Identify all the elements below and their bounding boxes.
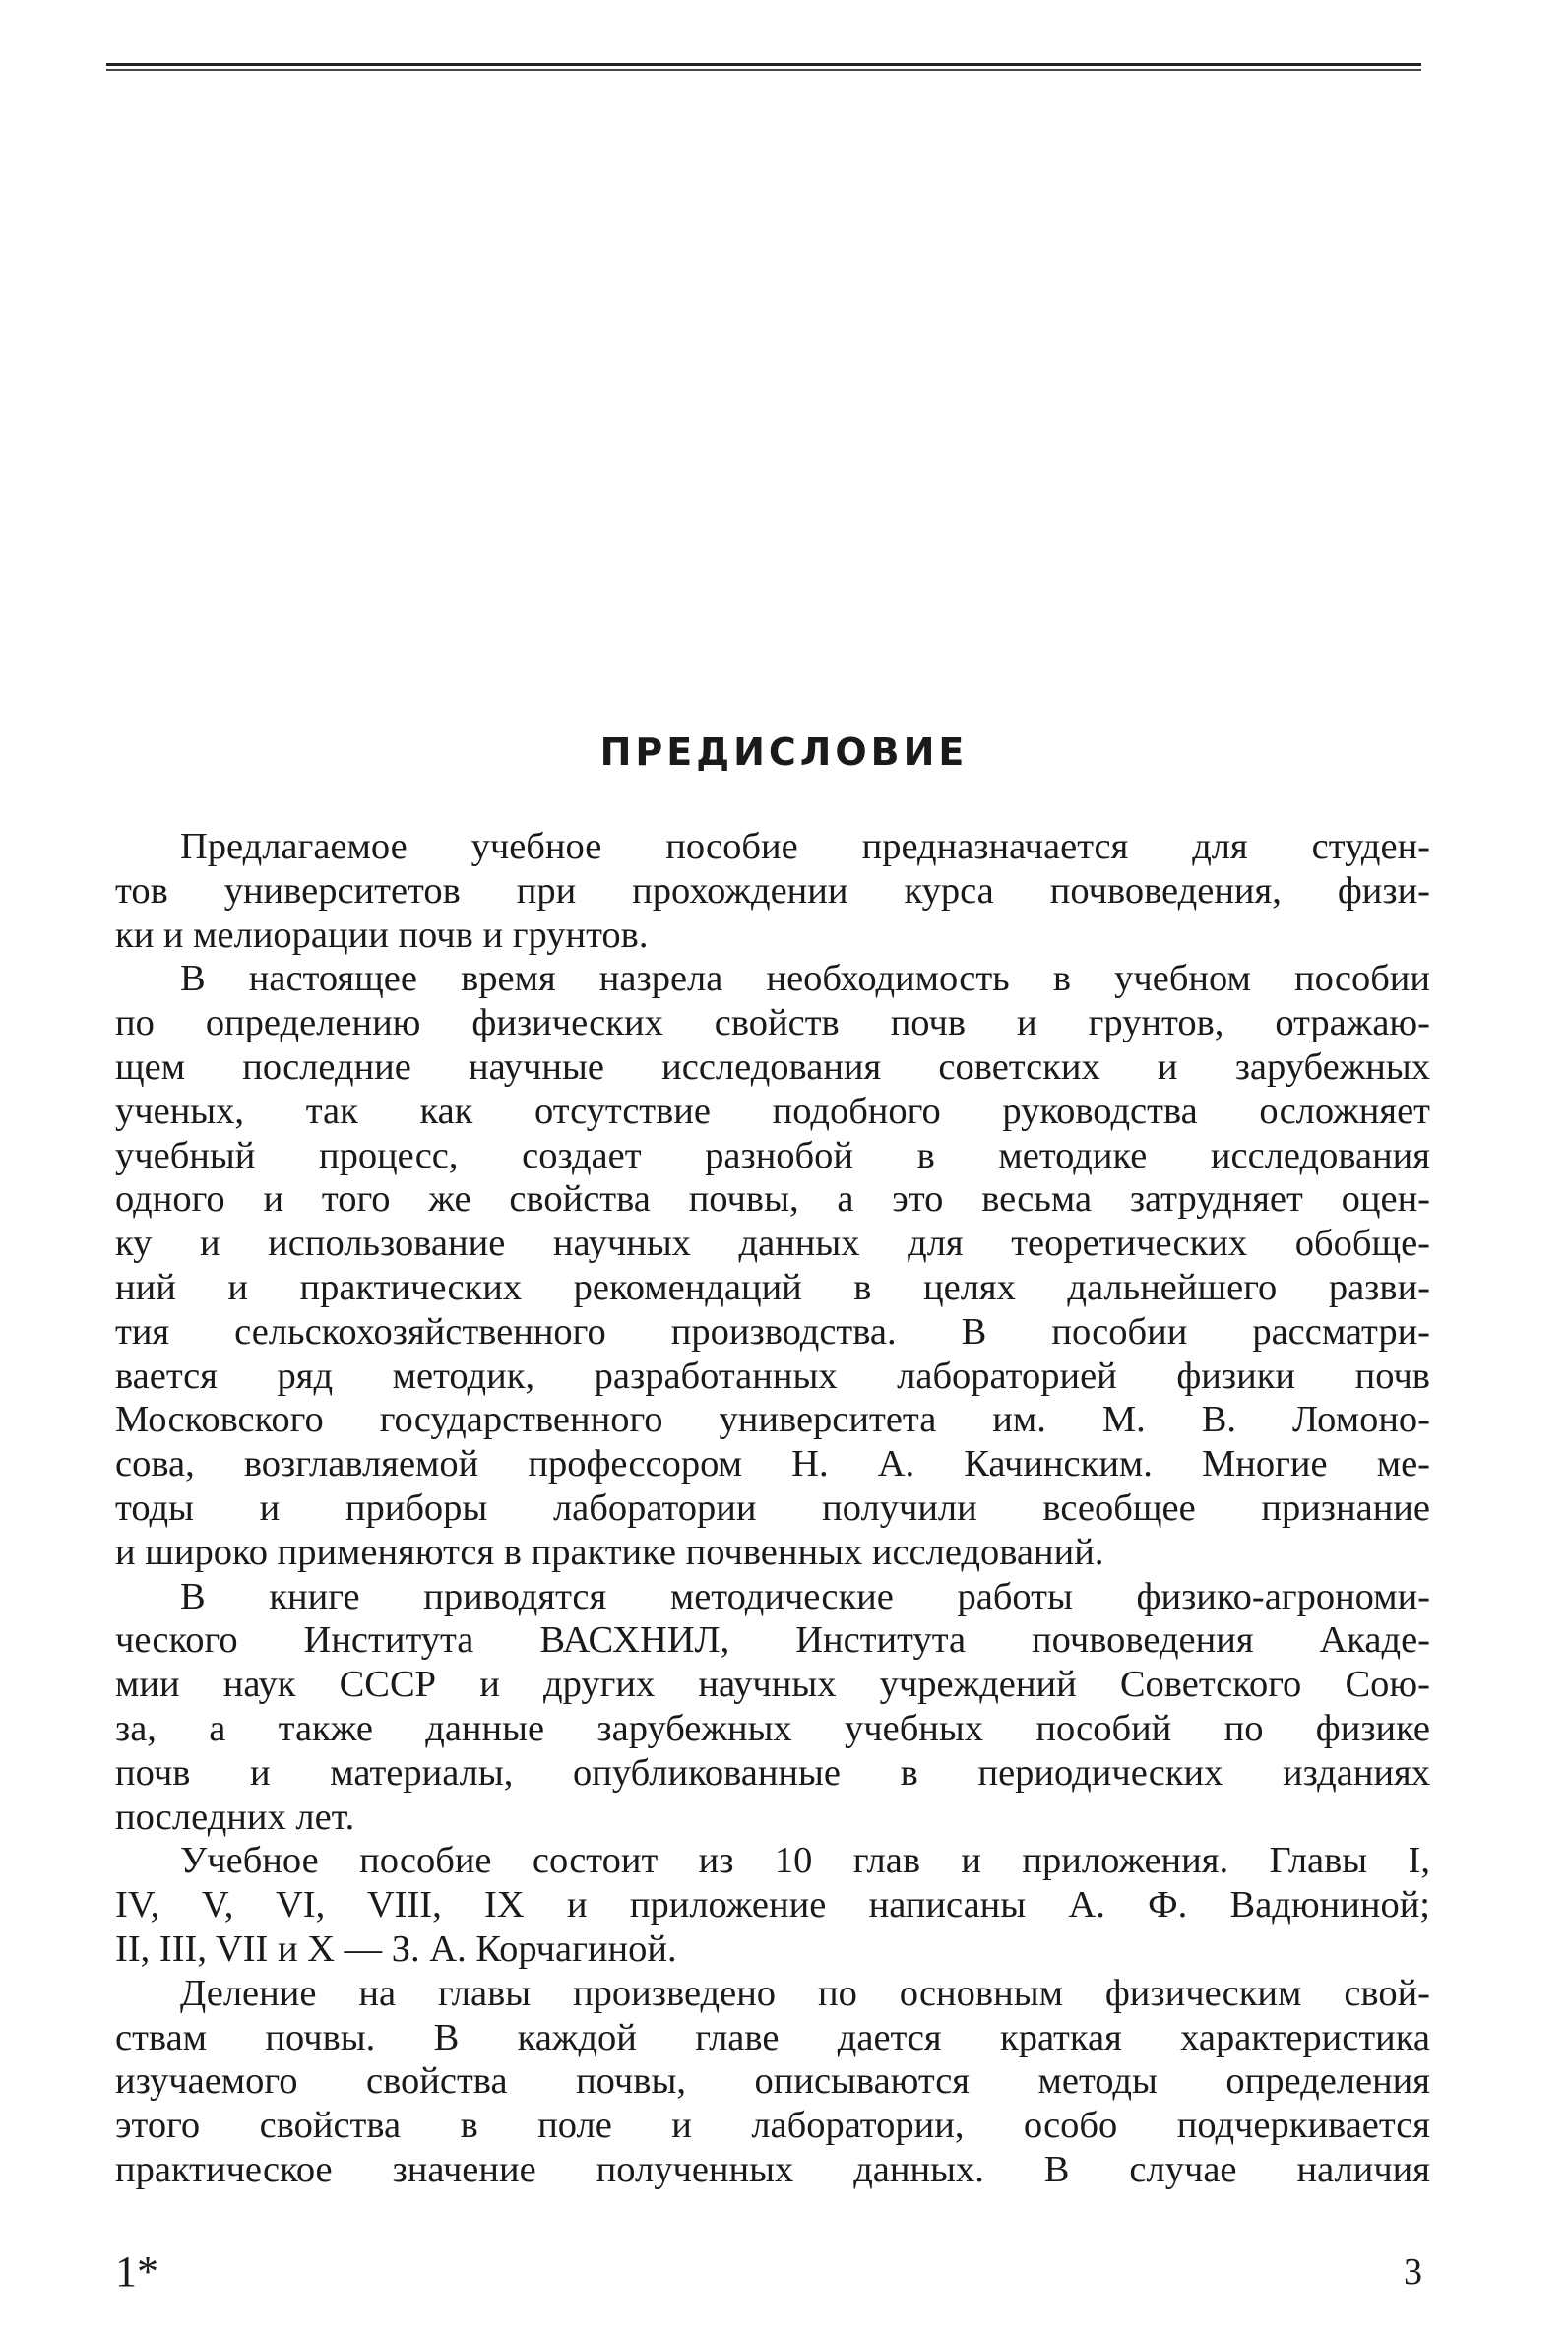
paragraph	[115, 825, 1430, 957]
text-line: тия сельскохозяйственного производства. В пособии рассматри-	[115, 1310, 1430, 1353]
page-title: ПРЕДИСЛОВИЕ	[599, 730, 969, 774]
text-line: практическое значение полученных данных. В случае наличия	[115, 2148, 1430, 2190]
text-line: ки и мелиорации почв и грунтов.	[115, 914, 649, 956]
text-line: по определению физических свойств почв и грунтов, отражаю-	[115, 1002, 1430, 1044]
paragraph	[115, 1972, 1430, 2192]
paragraph	[115, 957, 1430, 1574]
body-text	[115, 825, 1430, 2192]
text-line: щем последние научные исследования советских и зарубежных	[115, 1045, 1430, 1088]
text-line: последних лет.	[115, 1796, 355, 1838]
text-line: за, а также данные зарубежных учебных пособий по физике	[115, 1707, 1430, 1749]
text-line: мии наук СССР и других научных учреждений Советского Сою-	[115, 1664, 1430, 1706]
text-line: ствам почвы. В каждой главе дается краткая характеристика	[115, 2016, 1430, 2058]
text-line: вается ряд методик, разработанных лабораторией физики почв	[115, 1355, 1430, 1397]
top-rule-line-1	[106, 63, 1421, 66]
signature-mark: 1*	[115, 2247, 158, 2296]
text-line: ний и практических рекомендаций в целях дальнейшего разви-	[115, 1266, 1430, 1308]
text-line: II, III, VII и X — З. А. Корчагиной.	[115, 1927, 677, 1970]
text-line: учебный процесс, создает разнобой в методике исследования	[115, 1134, 1430, 1176]
text-line: сова, возглавляемой профессором Н. А. Качинским. Многие ме-	[115, 1443, 1430, 1485]
text-line: одного и того же свойства почвы, а это весьма затрудняет оцен-	[115, 1178, 1430, 1221]
text-line: тов университетов при прохождении курса почвоведения, физи-	[115, 869, 1430, 912]
top-rule-line-2	[106, 69, 1421, 71]
text-line: IV, V, VI, VIII, IX и приложение написаны А. Ф. Вадюниной;	[115, 1884, 1430, 1926]
text-line: В настоящее время назрела необходимость в учебном пособии	[180, 958, 1430, 1000]
text-line: Московского государственного университета им. М. В. Ломоно-	[115, 1399, 1430, 1441]
text-line: изучаемого свойства почвы, описываются методы определения	[115, 2060, 1430, 2103]
text-line: почв и материалы, опубликованные в периодических изданиях	[115, 1751, 1430, 1794]
text-line: В книге приводятся методические работы физико-агрономи-	[180, 1575, 1430, 1617]
top-rule	[106, 63, 1421, 73]
text-line: Предлагаемое учебное пособие предназначается для студен-	[180, 826, 1430, 867]
text-line: ческого Института ВАСХНИЛ, Института почвоведения Акаде-	[115, 1619, 1430, 1662]
text-line: Деление на главы произведено по основным физическим свой-	[180, 1972, 1430, 2014]
text-line: тоды и приборы лаборатории получили всеобщее признание	[115, 1486, 1430, 1529]
text-line: ку и использование научных данных для теоретических обобще-	[115, 1223, 1430, 1265]
page-number: 3	[1404, 2251, 1422, 2293]
text-line: этого свойства в поле и лаборатории, особо подчеркивается	[115, 2105, 1430, 2147]
text-line: ученых, так как отсутствие подобного руководства осложняет	[115, 1090, 1430, 1132]
text-line: Учебное пособие состоит из 10 глав и приложения. Главы I,	[180, 1840, 1430, 1882]
paragraph	[115, 1575, 1430, 1840]
text-line: и широко применяются в практике почвенных исследований.	[115, 1531, 1104, 1573]
paragraph	[115, 1839, 1430, 1971]
